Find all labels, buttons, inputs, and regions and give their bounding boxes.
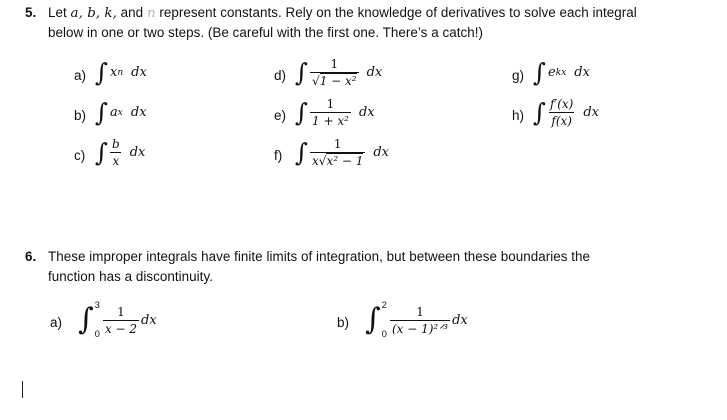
item-5b-label: b) (74, 108, 87, 123)
item-6b-upper-limit: 2 (381, 300, 387, 311)
item-5e-expression (295, 97, 375, 128)
item-6a-limits (95, 300, 100, 340)
item-5h-dx: dx (583, 105, 599, 120)
item-5g-dx: dx (574, 65, 590, 80)
item-5b-exponent: x (117, 107, 123, 118)
item-5d-label: d) (274, 68, 287, 83)
item-6a-numerator: 1 (117, 304, 125, 319)
item-6a-upper-limit: 3 (94, 300, 100, 311)
item-5d-numerator: 1 (330, 57, 339, 71)
item-5c-expression (95, 137, 145, 168)
integral-sign: ∫ (295, 98, 309, 127)
item-5c-fraction (110, 137, 122, 168)
item-6a-lower-limit: 0 (94, 329, 100, 340)
item-5b-expression (95, 100, 147, 125)
item-5f-radicand: x² − 1 (326, 154, 364, 168)
problem-6-number: 6. (25, 249, 37, 264)
item-5d-dx: dx (366, 65, 383, 80)
item-5e-fraction (310, 97, 351, 128)
item-5e-denominator: 1 + x² (312, 114, 349, 128)
item-5f-den-prefix: x√ (312, 154, 327, 168)
item-5d-expression (295, 57, 382, 88)
item-6b-numerator: 1 (416, 304, 424, 319)
problem-5-line-1 (48, 3, 637, 23)
item-5f-dx: dx (373, 145, 390, 160)
item-5f-numerator: 1 (333, 137, 342, 151)
item-6b-dx: dx (452, 312, 468, 328)
item-6a-expression (78, 300, 157, 340)
item-5d-radicand: 1 − x² (319, 74, 357, 88)
item-5h-expression (533, 97, 599, 128)
item-5h-label: h) (512, 108, 525, 123)
item-6a-fraction (103, 305, 139, 336)
item-5g-expression (533, 60, 590, 85)
integral-sign: ∫ (95, 58, 109, 87)
item-6b-limits (382, 300, 387, 340)
item-5g-label: g) (512, 68, 525, 83)
item-6b-fraction (390, 305, 450, 336)
item-5a-expression (95, 60, 147, 85)
item-5f-denominator (310, 152, 365, 168)
item-5d-fraction (310, 57, 359, 88)
problem-5-number: 5. (25, 5, 37, 20)
item-6a-label: a) (50, 315, 63, 330)
item-5a-exponent: n (117, 67, 124, 78)
item-5a-label: a) (74, 68, 87, 83)
item-5a-base: x (110, 65, 118, 80)
integral-sign: ∫ (533, 58, 547, 87)
integral-sign: ∫ (295, 58, 309, 87)
item-6b-lower-limit: 0 (381, 329, 387, 340)
item-5b-base: a (110, 105, 118, 120)
problem-5-line-1-start: Let (48, 5, 71, 20)
problem-5-and: and (116, 5, 147, 20)
item-5f-expression (295, 137, 389, 168)
problem-5-n-var: n (146, 6, 156, 21)
item-6a-dx: dx (141, 312, 157, 328)
item-5b-dx: dx (130, 105, 147, 120)
problem-5-vars: a, b, k, (70, 6, 117, 21)
item-5c-dx: dx (129, 145, 146, 160)
item-6b-label: b) (337, 315, 350, 330)
item-5h-denominator: f(x) (551, 114, 572, 128)
problem-5-line-1-end: represent constants. Rely on the knowledge of derivatives to solve each integral (155, 5, 637, 20)
integral-sign: ∫ (295, 138, 309, 167)
integral-sign: ∫ (78, 302, 94, 337)
item-5f-label: f) (274, 148, 283, 163)
item-6b-denominator: (x − 1)²ᐟ³ (391, 321, 449, 336)
item-6b-expression (365, 300, 468, 340)
text-cursor[interactable] (22, 381, 23, 398)
sqrt-symbol: √ (312, 74, 320, 88)
integral-sign: ∫ (95, 98, 109, 127)
item-5a-dx: dx (131, 65, 147, 80)
integral-sign: ∫ (365, 302, 381, 337)
item-5g-exponent: kx (555, 67, 567, 78)
integral-sign: ∫ (95, 138, 109, 167)
item-5c-label: c) (74, 148, 86, 163)
item-5c-denominator: x (112, 154, 120, 168)
integral-sign: ∫ (533, 98, 547, 127)
item-5f-fraction (310, 137, 365, 168)
item-5e-numerator: 1 (326, 97, 335, 111)
problem-5-line-2: below in one or two steps. (Be careful with the first one. There’s a catch!) (48, 25, 483, 40)
problem-6-line-1: These improper integrals have finite limits of integration, but between these boundaries the (48, 249, 591, 264)
item-5g-base: e (548, 65, 556, 80)
item-5c-numerator: b (112, 137, 120, 151)
problem-6-line-2: function has a discontinuity. (48, 269, 213, 284)
item-5e-label: e) (274, 108, 287, 123)
item-5d-denominator (310, 72, 359, 88)
item-5e-dx: dx (358, 105, 375, 120)
item-6a-denominator: x − 2 (104, 321, 138, 336)
item-5h-numerator: f′(x) (550, 97, 574, 111)
item-5h-fraction (548, 97, 575, 128)
